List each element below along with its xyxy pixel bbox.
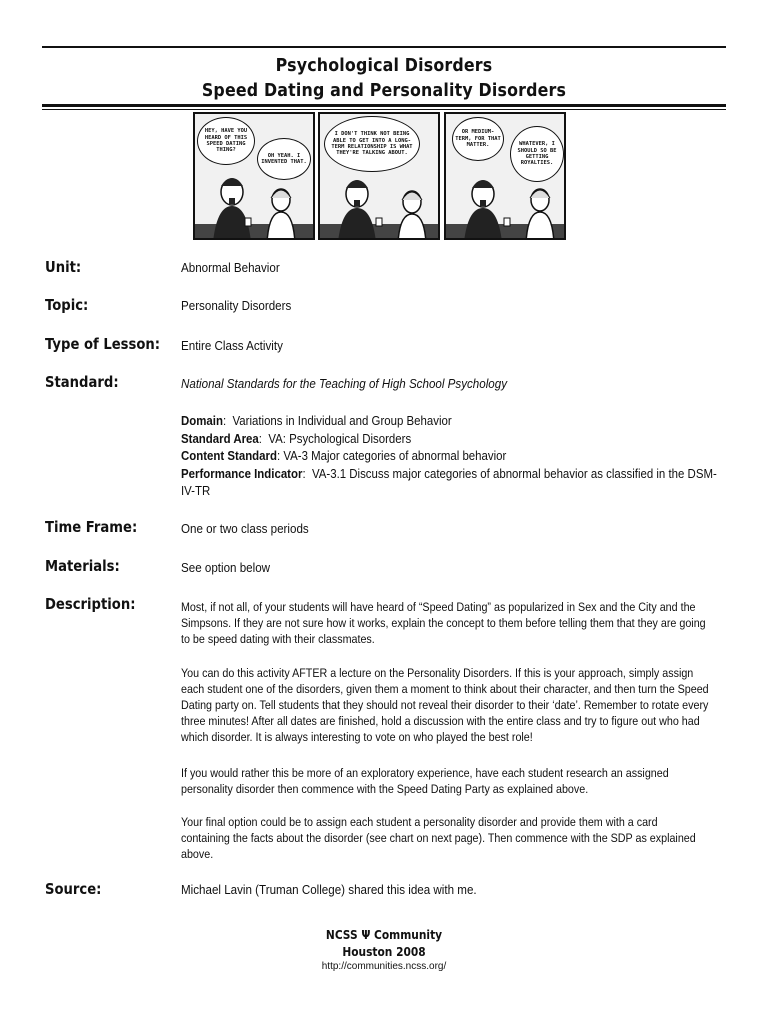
source-label: Source: (45, 880, 102, 898)
top-rule (42, 46, 726, 48)
time-frame-value: One or two class periods (181, 521, 309, 536)
materials-label: Materials: (45, 557, 120, 575)
source-value: Michael Lavin (Truman College) shared this idea with me. (181, 882, 477, 897)
description-paragraph-4: Your final option could be to assign each student a personality disorder and provide them with a card containing the facts about the disorder (see chart on next page). Then commence with the SDP as explained above. (181, 815, 696, 861)
speech-bubble: I DON'T THINK NOT BEING ABLE TO GET INTO A LONG-TERM RELATIONSHIP IS WHAT THEY'RE TALKING ABOUT. (324, 116, 420, 172)
domain-line: Domain: Variations in Individual and Group Behavior (181, 413, 452, 428)
speech-bubble: OH YEAH. I INVENTED THAT. (257, 138, 311, 180)
footer-community: NCSS Ψ Community (325, 927, 443, 942)
speech-bubble: HEY, HAVE YOU HEARD OF THIS SPEED DATING THING? (197, 117, 255, 165)
standard-details (181, 412, 718, 500)
comic-characters-illustration (195, 114, 313, 240)
topic-value: Personality Disorders (181, 298, 292, 313)
footer-url: http://communities.ncss.org/ (321, 961, 447, 972)
title-rule-thin (42, 109, 726, 110)
footer (0, 927, 768, 972)
unit-label: Unit: (45, 258, 82, 276)
unit-value: Abnormal Behavior (181, 260, 280, 275)
comic-panel-2 (318, 112, 440, 240)
speech-bubble: OR MEDIUM-TERM, FOR THAT MATTER. (452, 117, 504, 161)
performance-indicator-line: Performance Indicator: VA-3.1 Discuss major categories of abnormal behavior as classified in the DSM-IV-TR (181, 465, 717, 498)
topic-label: Topic: (45, 296, 89, 314)
standard-value: National Standards for the Teaching of High School Psychology (181, 376, 507, 391)
description-paragraph-3: If you would rather this be more of an exploratory experience, have each student research an assigned personality disorder then commence with the Speed Dating Party as explained above. (181, 766, 669, 796)
page-title-line1: Psychological Disorders (275, 55, 493, 76)
description-paragraph-1: Most, if not all, of your students will have heard of “Speed Dating” as popularized in Sex and the City and the Simpsons. If they are not sure how it works, explain the concept to them before telling them that they are going to be speed dating with their classmates. (181, 600, 706, 646)
lesson-type-label: Type of Lesson: (45, 335, 161, 353)
speech-bubble: WHATEVER, I SHOULD SO BE GETTING ROYALTIES. (510, 126, 564, 182)
standard-area-line: Standard Area: VA: Psychological Disorders (181, 430, 412, 446)
title-rule (42, 104, 726, 107)
content-standard-line: Content Standard: VA-3 Major categories of abnormal behavior (181, 448, 507, 463)
comic-characters-illustration (446, 114, 564, 240)
lesson-type-value: Entire Class Activity (181, 338, 283, 353)
materials-value: See option below (181, 560, 271, 575)
footer-location: Houston 2008 (342, 944, 426, 959)
comic-panel-3 (444, 112, 566, 240)
description-paragraph-2: You can do this activity AFTER a lecture on the Personality Disorders. If this is your approach, simply assign each student one of the disorders, given them a moment to think about their character, and then turn the Speed Dating party on. Tell students that they should not reveal their disorder to their ‘date’. Remember to rotate every three minutes! After all dates are finished, hold a discussion with the entire class and try to figure out who had which disorder. It is always interesting to vote on who played the best role! (181, 666, 709, 744)
comic-panel-1 (193, 112, 315, 240)
description-label: Description: (45, 595, 136, 613)
standard-label: Standard: (45, 373, 119, 391)
time-frame-label: Time Frame: (45, 518, 138, 536)
page-title-line2: Speed Dating and Personality Disorders (201, 80, 567, 101)
comic-characters-illustration (320, 114, 438, 240)
